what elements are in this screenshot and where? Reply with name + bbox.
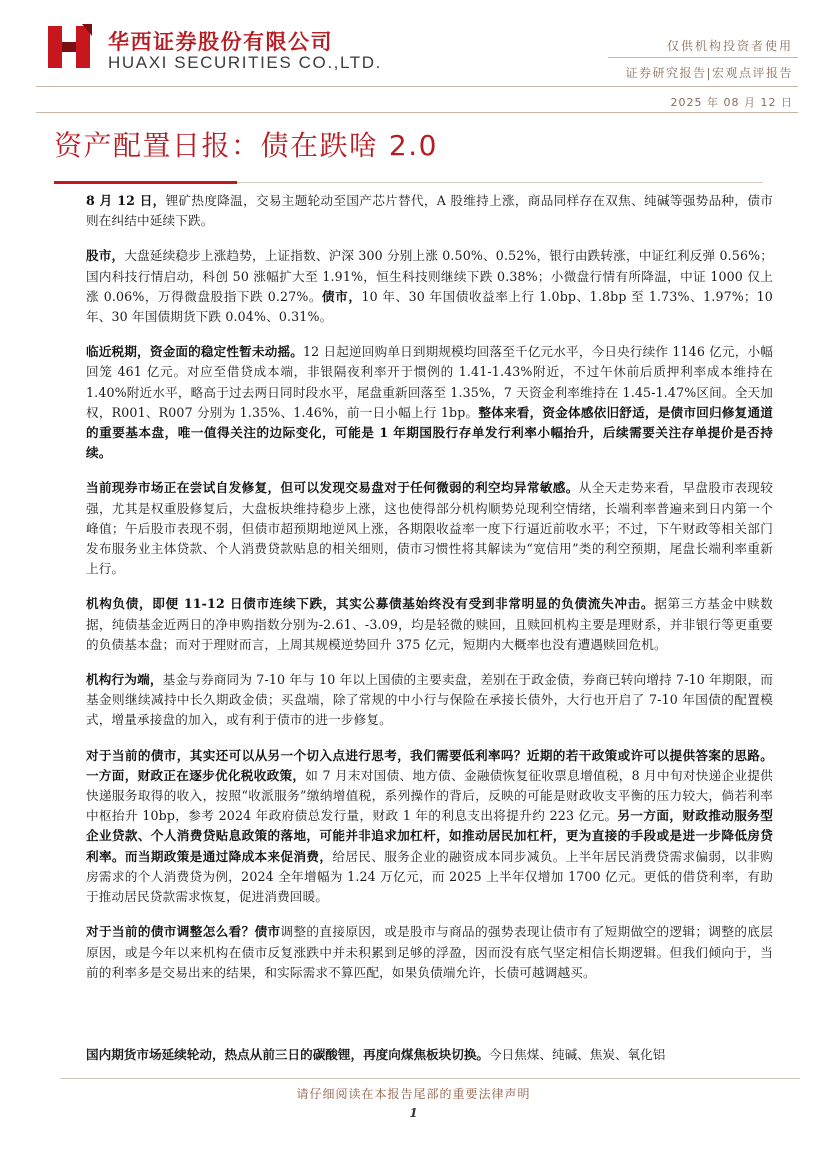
bold-text-run: 8 月 12 日，	[86, 193, 166, 208]
text-run: 锂矿热度降温，交易主题轮动至国产芯片替代，A 股维持上涨，商品同样存在双焦、纯碱等强势品种，债市则在纠结中延续下跌。	[86, 193, 773, 229]
report-paragraph	[86, 478, 773, 579]
report-paragraph	[86, 594, 773, 655]
header-divider	[608, 57, 798, 58]
bold-text-run: 股市，	[86, 248, 125, 264]
text-run: 从全天走势来看，早盘股市表现较强，尤其是权重股修复后，大盘板块维持稳步上涨，这也使得部分机构顺势兑现利空情绪，长端利率普遍来到日内第一个峰值；午后股市表现不弱，但债市超预期地逆风上涨，各期限收益率一度下行逼近前收水平；不过，下午财政等相关部门发布服务业主体贷款、个人消费贷款贴息的相关细则，债市习惯性将其解读为“宽信用”类的利空预期，尾盘长端利率重新上行。	[86, 480, 774, 577]
report-body	[86, 191, 773, 998]
report-paragraph	[86, 746, 773, 908]
report-paragraph	[86, 670, 773, 731]
report-paragraph-truncated	[86, 1045, 776, 1065]
bold-text-run: 对于当前的债市调整怎么看？债市	[86, 924, 281, 940]
report-paragraph	[86, 246, 773, 327]
footer-divider	[60, 1078, 800, 1079]
huaxi-logo-icon	[46, 22, 94, 72]
company-name-en: HUAXI SECURITIES CO.,LTD.	[108, 53, 382, 72]
company-name-cn: 华西证券股份有限公司	[108, 30, 333, 54]
bold-text-run: 整体来看，资金体感依旧舒适，是债市回归修复通道的重要基本盘，唯一值得关注的边际变化，可能是 1 年期国股行存单发行利率小幅抬升，后续需要关注存单提价是否持续。	[86, 404, 774, 461]
report-paragraph	[86, 922, 773, 983]
report-paragraph	[86, 342, 773, 463]
bold-text-run: 当前现券市场正在尝试自发修复，但可以发现交易盘对于任何微弱的利空均异常敏感。	[86, 480, 579, 496]
text-run: 大盘延续稳步上涨趋势，上证指数、沪深 300 分别上涨 0.50%、0.52%，银行由跌转涨，中证红利反弹 0.56%；国内科技行情启动，科创 50 涨幅扩大至 1.91%，恒生科技则继续下跌 0.38%；小微盘行情有所降温，中证 1000 仅上涨 0.06%，万得微盘股指下跌 0.27%。	[86, 248, 773, 304]
text-run: 据第三方基金中赎数据，纯债基金近两日的净申购指数分别为-2.61、-3.09，均是轻微的赎回，且赎回机构主要是理财系，并非银行等更重要的负债基本盘；而对于理财而言，上周其规模逆势回升 375 亿元，短期内大概率也没有遭遇赎回危机。	[86, 596, 773, 652]
bold-text-run: 机构负债，即便 11-12 日债市连续下跌，其实公募债基始终没有受到非常明显的负债流失冲击。	[86, 596, 655, 612]
text-run: 基金与券商同为 7-10 年与 10 年以上国债的主要卖盘，差别在于政金债，券商已转向增持 7-10 年期限，而基金则继续减持中长久期政金债；买盘端，除了常规的中小行与保险在承接长债外，大行也开启了 7-10 年国债的配置模式，增量承接盘的加入，或有利于债市的进一步修复。	[86, 672, 773, 728]
bold-text-run: 国内期货市场延续轮动，热点从前三日的碳酸锂，再度向煤焦板块切换。	[86, 1047, 489, 1062]
text-run: 调整的直接原因，或是股市与商品的强势表现让债市有了短期做空的逻辑；调整的底层原因，或是今年以来机构在债市反复涨跌中并未积累到足够的浮盈，因而没有底气坚定相信长期逻辑。但我们倾向于，当前的利率多是交易出来的结果，和实际需求不算匹配，如果负债端允许，长债可越调越买。	[86, 924, 774, 980]
bold-text-run: 机构行为端，	[86, 672, 163, 688]
footer-disclaimer: 请仔细阅读在本报告尾部的重要法律声明	[296, 1087, 531, 1101]
text-run: 10 年、30 年国债收益率上行 1.0bp、1.8bp 至 1.73%、1.97%；10 年、30 年国债期货下跌 0.04%、0.31%。	[86, 288, 773, 325]
title-underline-thin	[237, 182, 763, 183]
report-date: 2025 年 08 月 12 日	[670, 96, 793, 109]
bold-text-run: 临近税期，资金面的稳定性暂未动摇。	[86, 344, 304, 360]
report-category: 证券研究报告|宏观点评报告	[625, 66, 793, 80]
header-divider	[36, 86, 798, 87]
header-divider	[36, 112, 798, 113]
text-run: 12 日起逆回购单日到期规模均回落至千亿元水平，今日央行续作 1146 亿元，小幅回笼 461 亿元。对应至借贷成本端，非银隔夜利率开于惯例的 1.41-1.43%附近，不过午休前后质押利率成本维持在 1.40%附近水平，略高于过去两日同时段水平，尾盘重新回落至 1.35%，7 天资金利率维持在 1.45-1.47%区间。全天加权，R001、R007 分别为 1.35%、1.46%，前一日小幅上行 1bp。	[86, 344, 773, 420]
report-paragraph	[86, 191, 773, 231]
report-title: 资产配置日报：债在跌啥 2.0	[54, 129, 438, 162]
bold-text-run: 债市，	[322, 288, 362, 304]
text-run: 今日焦煤、纯碱、焦炭、氧化铝	[489, 1047, 666, 1062]
audience-notice: 仅供机构投资者使用	[666, 39, 793, 53]
text-run: 如 7 月末对国债、地方债、金融债恢复征收票息增值税，8 月中旬对快递企业提供快递服务取得的收入，按照“收派服务”缴纳增值税，系列操作的背后，反映的可能是财政收支平衡的压力较大，倘若利率中枢抬升 10bp，参考 2024 年政府债总发行量，财政 1 年的利息支出将提升约 223 亿元。	[86, 767, 773, 824]
bold-text-run: 对于当前的债市，其实还可以从另一个切入点进行思考，我们需要低利率吗？近期的若干政策或许可以提供答案的思路。一方面，财政正在逐步优化税收政策，	[86, 747, 773, 783]
bold-text-run: 另一方面，财政推动服务型企业贷款、个人消费贷贴息政策的落地，可能并非追求加杠杆，如推动居民加杠杆，更为直接的手段或是进一步降低房贷利率。而当期政策是通过降成本来促消费，	[86, 808, 773, 864]
title-underline	[54, 181, 237, 184]
page-number: 1	[409, 1106, 418, 1120]
text-run: 给居民、服务企业的融资成本同步减负。上半年居民消费贷需求偏弱，以非购房需求的个人消费贷为例，2024 全年增幅为 1.24 万亿元，而 2025 上半年仅增加 1700 亿元。更低的借贷利率，有助于推动居民贷款需求恢复，促进消费回暖。	[86, 848, 773, 905]
